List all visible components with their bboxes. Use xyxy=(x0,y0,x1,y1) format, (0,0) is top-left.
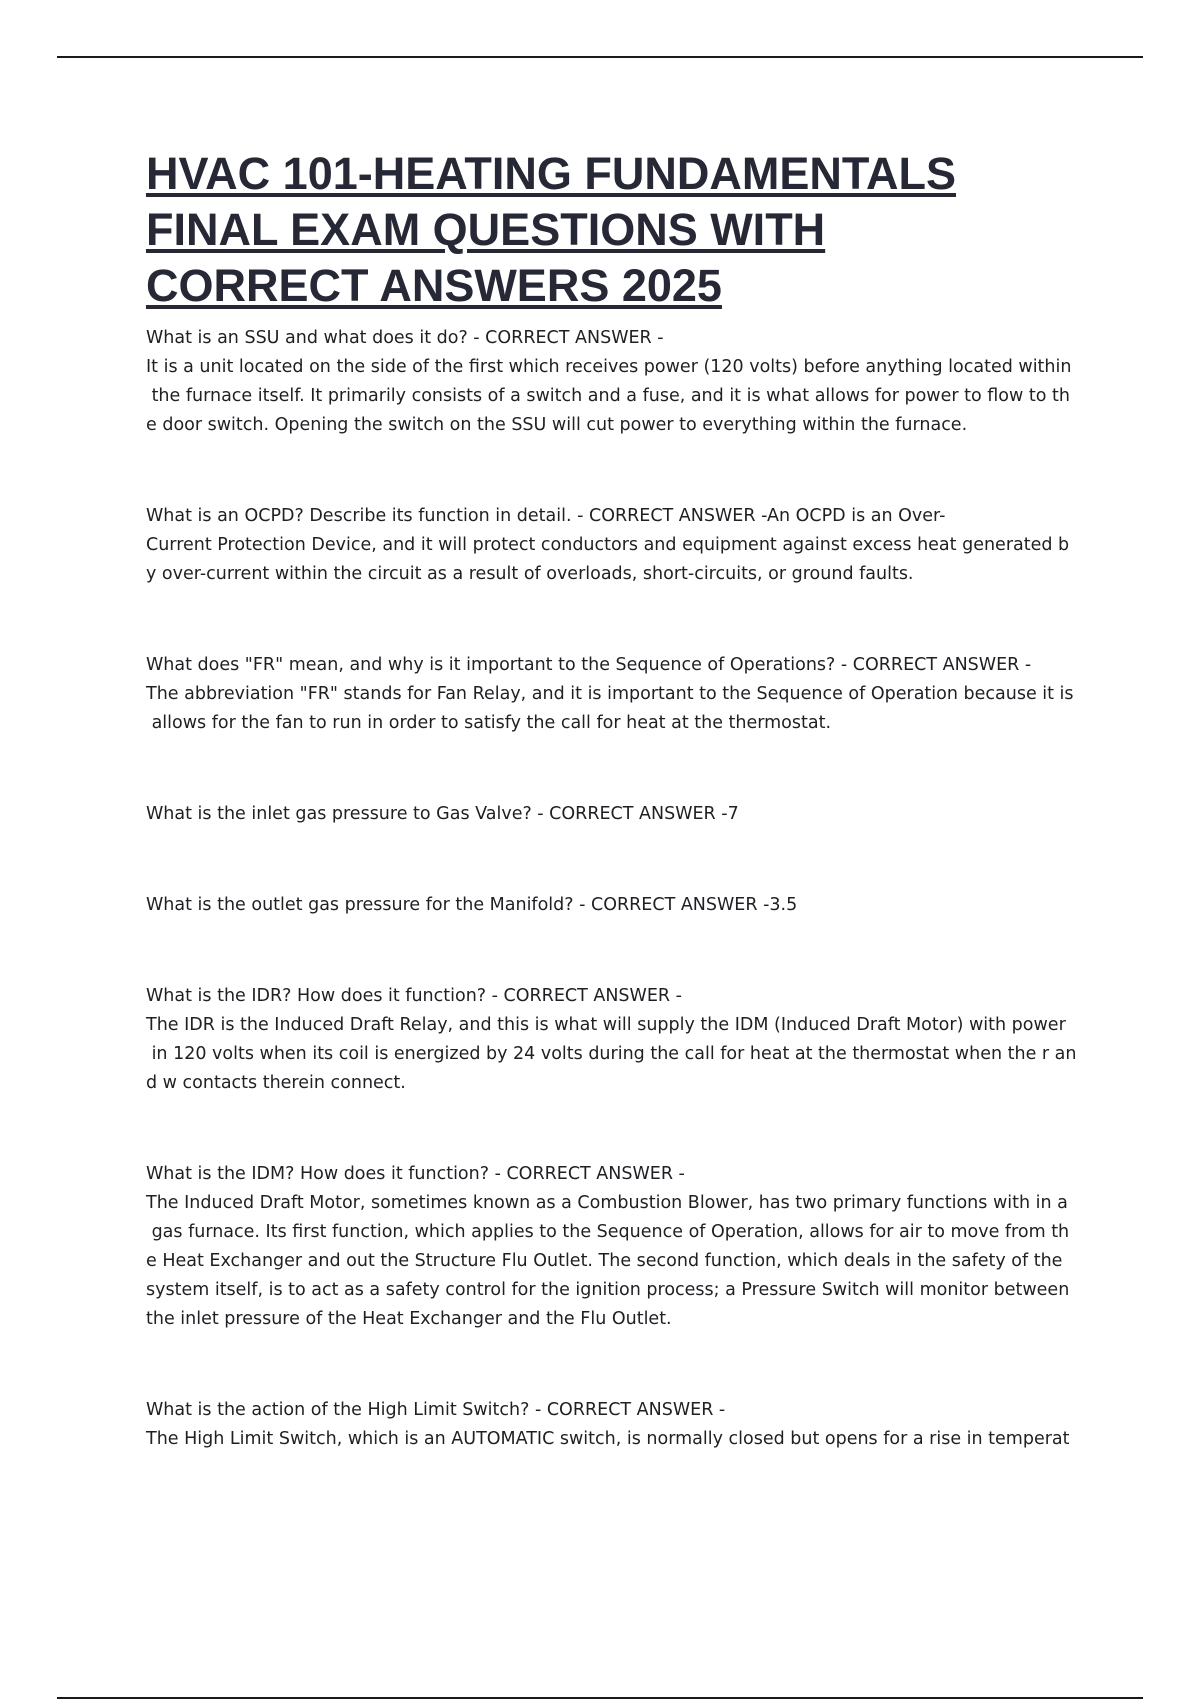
answer-line: the inlet pressure of the Heat Exchanger and the Flu Outlet. xyxy=(146,1309,672,1329)
qa-item-ocpd xyxy=(146,502,1096,589)
question-line: What is the action of the High Limit Switch? - CORRECT ANSWER - xyxy=(146,1400,726,1420)
answer-line: d w contacts therein connect. xyxy=(146,1073,406,1093)
qa-item-fan-relay xyxy=(146,651,1096,738)
title-line: FINAL EXAM QUESTIONS WITH xyxy=(146,204,826,255)
answer-line: allows for the fan to run in order to satisfy the call for heat at the thermostat. xyxy=(146,713,832,733)
answer-line: in 120 volts when its coil is energized by 24 volts during the call for heat at the thermostat when the r an xyxy=(146,1044,1077,1064)
question-line: What is the IDR? How does it function? - CORRECT ANSWER - xyxy=(146,986,682,1006)
document-title xyxy=(146,146,1096,314)
answer-line: y over-current within the circuit as a result of overloads, short-circuits, or ground faults. xyxy=(146,564,914,584)
answer-line: The High Limit Switch, which is an AUTOMATIC switch, is normally closed but opens for a rise in temperat xyxy=(146,1429,1070,1449)
title-line: HVAC 101-HEATING FUNDAMENTALS xyxy=(146,148,957,199)
question-line: What is an OCPD? Describe its function in detail. - CORRECT ANSWER -An OCPD is an Over- xyxy=(146,506,946,526)
answer-line: gas furnace. Its first function, which applies to the Sequence of Operation, allows for air to move from th xyxy=(146,1222,1070,1242)
qa-item-high-limit xyxy=(146,1396,1096,1454)
document-body xyxy=(146,146,1096,1454)
answer-line: The abbreviation "FR" stands for Fan Relay, and it is important to the Sequence of Operation because it is xyxy=(146,684,1074,704)
qa-item-idr xyxy=(146,982,1096,1098)
answer-line: system itself, is to act as a safety control for the ignition process; a Pressure Switch will monitor between xyxy=(146,1280,1070,1300)
qa-item-idm xyxy=(146,1160,1096,1334)
qa-item-inlet-pressure xyxy=(146,800,1096,829)
answer-line: the furnace itself. It primarily consists of a switch and a fuse, and it is what allows for power to flow to th xyxy=(146,386,1070,406)
answer-line: The IDR is the Induced Draft Relay, and this is what will supply the IDM (Induced Draft Motor) with power xyxy=(146,1015,1066,1035)
qa-item-outlet-pressure xyxy=(146,891,1096,920)
answer-line: It is a unit located on the side of the first which receives power (120 volts) before anything located within xyxy=(146,357,1072,377)
header-divider xyxy=(57,56,1143,58)
question-line: What is an SSU and what does it do? - CORRECT ANSWER - xyxy=(146,328,664,348)
answer-line: Current Protection Device, and it will protect conductors and equipment against excess heat generated b xyxy=(146,535,1070,555)
qa-item-ssu xyxy=(146,324,1096,440)
title-line: CORRECT ANSWERS 2025 xyxy=(146,260,722,311)
question-line: What is the IDM? How does it function? - CORRECT ANSWER - xyxy=(146,1164,685,1184)
question-line: What is the outlet gas pressure for the Manifold? - CORRECT ANSWER -3.5 xyxy=(146,895,798,915)
answer-line: e Heat Exchanger and out the Structure Flu Outlet. The second function, which deals in the safety of the xyxy=(146,1251,1063,1271)
footer-divider xyxy=(57,1697,1143,1699)
question-line: What is the inlet gas pressure to Gas Valve? - CORRECT ANSWER -7 xyxy=(146,804,739,824)
answer-line: The Induced Draft Motor, sometimes known as a Combustion Blower, has two primary functions with in a xyxy=(146,1193,1068,1213)
answer-line: e door switch. Opening the switch on the SSU will cut power to everything within the furnace. xyxy=(146,415,968,435)
question-line: What does "FR" mean, and why is it important to the Sequence of Operations? - CORRECT ANSWER - xyxy=(146,655,1032,675)
